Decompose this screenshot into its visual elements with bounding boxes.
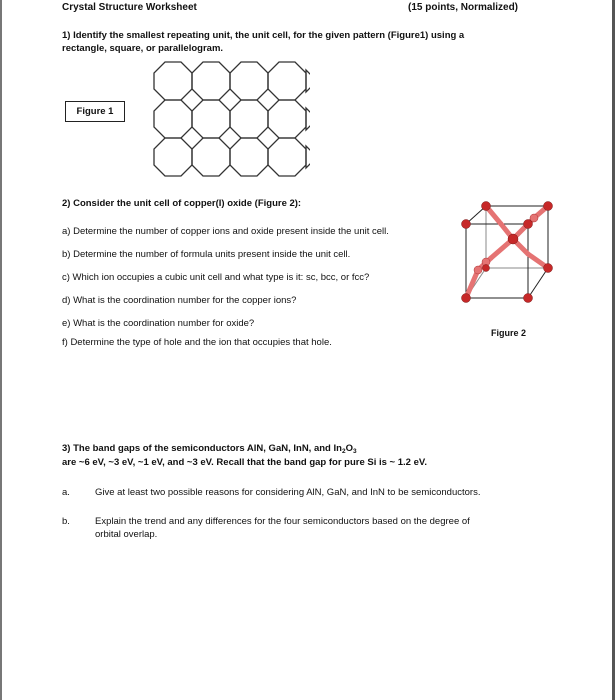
octagon-tile — [268, 62, 306, 100]
question-1-line-2: rectangle, square, or parallelogram. — [62, 43, 224, 54]
figure-2-label: Figure 2 — [491, 328, 527, 338]
question-2-part-a: a) Determine the number of copper ions and oxide present inside the unit cell. — [62, 226, 389, 237]
octagon-tile — [192, 62, 230, 100]
octagon-tile — [268, 138, 306, 176]
figure-1-label: Figure 1 — [65, 101, 125, 122]
points-label: (15 points, Normalized) — [408, 2, 519, 13]
octagon-tile — [268, 100, 306, 138]
octagon-square-pattern — [150, 58, 310, 180]
question-2-part-e: e) What is the coordination number for oxide? — [62, 318, 255, 329]
question-2-part-d: d) What is the coordination number for the copper ions? — [62, 295, 297, 306]
question-2-title: 2) Consider the unit cell of copper(I) oxide (Figure 2): — [62, 198, 302, 209]
question-2-part-f: f) Determine the type of hole and the ion that occupies that hole. — [62, 337, 332, 348]
octagon-tile — [230, 138, 268, 176]
question-3-line-1: 3) The band gaps of the semiconductors AlN, GaN, InN, and $In_2O_3$ — [62, 443, 357, 455]
edge-square-tile — [306, 108, 310, 130]
question-2-part-c: c) Which ion occupies a cubic unit cell and what type is it: sc, bcc, or fcc? — [62, 272, 370, 283]
octagon-tile — [192, 100, 230, 138]
question-3-part-b-label: b. — [62, 516, 70, 527]
copper-oxide-unit-cell — [456, 196, 566, 311]
page-edge-left — [0, 0, 2, 700]
worksheet-title: Crystal Structure Worksheet — [62, 2, 197, 13]
edge-square-tile — [306, 70, 310, 92]
question-3-part-a-label: a. — [62, 487, 70, 498]
question-3-line-2: are ~6 eV, ~3 eV, ~1 eV, and ~3 eV. Recall that the band gap for pure Si is ~ 1.2 eV. — [62, 457, 427, 468]
octagon-tile — [154, 138, 192, 176]
question-1-line-1: 1) Identify the smallest repeating unit, the unit cell, for the given pattern (Figure1) using a — [62, 30, 465, 41]
octagon-tile — [230, 62, 268, 100]
octagon-tile — [230, 100, 268, 138]
octagon-tile — [154, 100, 192, 138]
edge-square-tile — [306, 146, 310, 168]
question-3-part-b-text: Explain the trend and any differences for the four semiconductors based on the degree of — [95, 516, 470, 527]
question-3-part-a-text: Give at least two possible reasons for considering AlN, GaN, and InN to be semiconductors. — [95, 487, 481, 498]
octagon-tile — [192, 138, 230, 176]
octagon-tile — [154, 62, 192, 100]
question-3-part-b-text-2: orbital overlap. — [95, 529, 158, 540]
question-2-part-b: b) Determine the number of formula units present inside the unit cell. — [62, 249, 351, 260]
